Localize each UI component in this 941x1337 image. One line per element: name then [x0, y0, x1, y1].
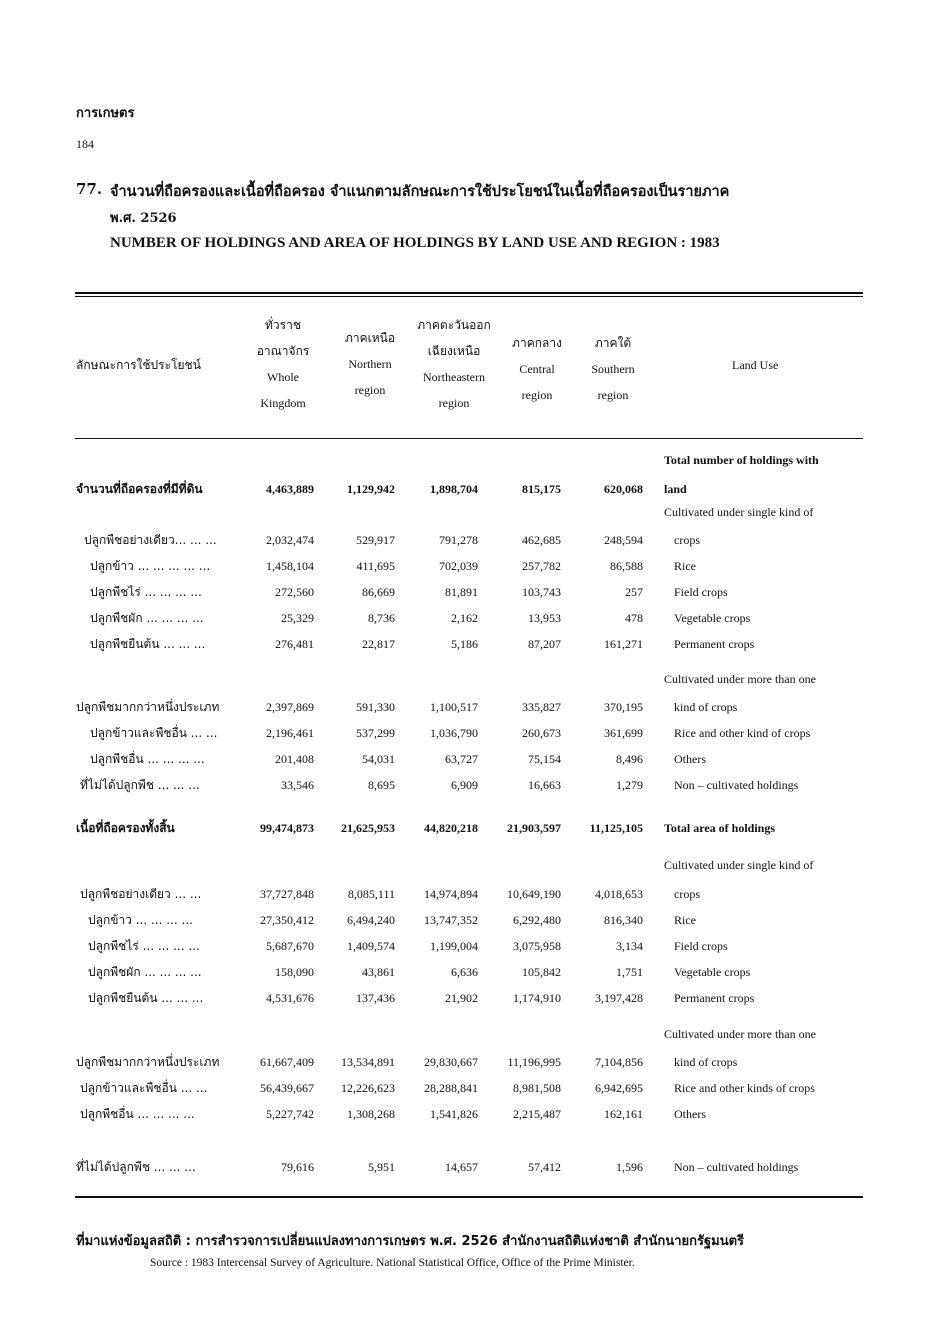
value-central: 105,842: [522, 965, 561, 979]
row-label-thai: ปลูกข้าว ... ... ... ... ...: [90, 559, 211, 573]
table-number: 77.: [76, 180, 103, 198]
whole-en2: Kingdom: [260, 396, 306, 410]
value-southern: 8,496: [616, 752, 643, 766]
whole-th2: อาณาจักร: [256, 344, 310, 358]
row-label-thai: ปลูกพืชอย่างเดียว... ... ...: [84, 533, 217, 547]
value-northern: 1,409,574: [347, 939, 395, 953]
north-en2: region: [354, 383, 386, 397]
value-central: 8,981,508: [513, 1081, 561, 1095]
table-bottom-rule: [75, 1196, 863, 1198]
value-whole-kingdom: 2,196,461: [266, 726, 314, 740]
value-southern: 620,068: [604, 482, 643, 496]
value-northern: 54,031: [362, 752, 395, 766]
value-northern: 1,129,942: [347, 482, 395, 496]
value-northeastern: 1,898,704: [430, 482, 478, 496]
value-southern: 3,134: [616, 939, 643, 953]
row-label-thai: ปลูกพืชมากกว่าหนึ่งประเภท: [76, 1055, 220, 1069]
section-title: การเกษตร: [76, 106, 135, 121]
row-label-english: Non – cultivated holdings: [674, 778, 799, 792]
row-label-english: Total area of holdings: [664, 821, 776, 835]
value-northeastern: 6,636: [451, 965, 478, 979]
source-english: Source : 1983 Intercensal Survey of Agriculture. National Statistical Office, Office of the Prime Minister.: [150, 1257, 635, 1269]
row-label-thai: ปลูกพืชอื่น ... ... ... ...: [90, 752, 205, 766]
row-label-thai: ที่ไม่ได้ปลูกพืช ... ... ...: [76, 1160, 196, 1174]
value-central: 3,075,958: [513, 939, 561, 953]
value-northern: 8,695: [368, 778, 395, 792]
value-central: 6,292,480: [513, 913, 561, 927]
northeast-th1: ภาคตะวันออก: [417, 318, 491, 332]
note-total-holdings: Total number of holdings with: [664, 453, 819, 467]
value-whole-kingdom: 79,616: [281, 1160, 314, 1174]
south-en1: Southern: [591, 362, 635, 376]
row-label-thai: ปลูกพืชผัก ... ... ... ...: [88, 965, 202, 979]
value-northeastern: 21,902: [445, 991, 478, 1005]
row-label-english: Permanent crops: [674, 637, 755, 651]
row-label-english: crops: [674, 533, 700, 547]
value-whole-kingdom: 276,481: [275, 637, 314, 651]
value-northern: 5,951: [368, 1160, 395, 1174]
value-whole-kingdom: 27,350,412: [260, 913, 314, 927]
row-label-thai: ปลูกข้าวและพืชอื่น ... ...: [80, 1081, 208, 1095]
northeast-en1: Northeastern: [423, 370, 485, 384]
value-southern: 248,594: [604, 533, 643, 547]
column-header-land-use-english: Land Use: [732, 358, 779, 372]
value-central: 10,649,190: [507, 887, 561, 901]
row-label-english: Vegetable crops: [674, 965, 751, 979]
value-central: 260,673: [522, 726, 561, 740]
south-en2: region: [597, 388, 629, 402]
table-row: [0, 634, 941, 654]
value-southern: 6,942,695: [595, 1081, 643, 1095]
value-whole-kingdom: 158,090: [275, 965, 314, 979]
value-southern: 3,197,428: [595, 991, 643, 1005]
value-whole-kingdom: 25,329: [281, 611, 314, 625]
table-row: [0, 988, 941, 1008]
table-row: [0, 910, 941, 930]
value-central: 335,827: [522, 700, 561, 714]
value-northern: 8,736: [368, 611, 395, 625]
value-northern: 537,299: [356, 726, 395, 740]
table-row: [0, 884, 941, 904]
value-northern: 86,669: [362, 585, 395, 599]
row-label-thai: ที่ไม่ได้ปลูกพืช ... ... ...: [80, 778, 200, 792]
table-row: [0, 723, 941, 743]
column-header-northeastern: [410, 312, 498, 416]
value-northeastern: 5,186: [451, 637, 478, 651]
value-central: 16,663: [528, 778, 561, 792]
value-northeastern: 28,288,841: [424, 1081, 478, 1095]
row-label-thai: ปลูกพืชยืนต้น ... ... ...: [90, 637, 206, 651]
row-label-english: Rice and other kinds of crops: [674, 1081, 815, 1095]
value-central: 103,743: [522, 585, 561, 599]
table-row: [0, 775, 941, 795]
value-northeastern: 29,830,667: [424, 1055, 478, 1069]
value-northern: 21,625,953: [341, 821, 395, 835]
value-northern: 529,917: [356, 533, 395, 547]
value-central: 75,154: [528, 752, 561, 766]
value-northern: 12,226,623: [341, 1081, 395, 1095]
row-label-english: Field crops: [674, 939, 728, 953]
table-row: [0, 556, 941, 576]
row-label-english: Vegetable crops: [674, 611, 751, 625]
row-label-english: Field crops: [674, 585, 728, 599]
value-central: 2,215,487: [513, 1107, 561, 1121]
value-northern: 6,494,240: [347, 913, 395, 927]
value-whole-kingdom: 2,397,869: [266, 700, 314, 714]
value-northeastern: 63,727: [445, 752, 478, 766]
whole-en1: Whole: [267, 370, 299, 384]
table-row: [0, 962, 941, 982]
whole-th1: ทั่วราช: [265, 318, 301, 332]
row-label-english: Rice: [674, 913, 696, 927]
table-top-rule: [75, 292, 863, 294]
value-southern: 361,699: [604, 726, 643, 740]
table-row: [0, 697, 941, 717]
row-label-english: land: [664, 482, 687, 496]
value-northeastern: 702,039: [439, 559, 478, 573]
row-label-english: Rice: [674, 559, 696, 573]
value-northeastern: 44,820,218: [424, 821, 478, 835]
row-label-thai: ปลูกข้าว ... ... ... ...: [88, 913, 193, 927]
value-northeastern: 1,199,004: [430, 939, 478, 953]
table-row: [0, 1078, 941, 1098]
table-row: [0, 479, 941, 499]
table-title-thai: จำนวนที่ถือครองและเนื้อที่ถือครอง จำแนกตามลักษณะการใช้ประโยชน์ในเนื้อที่ถือครองเป็นรายภาค: [110, 183, 730, 200]
row-label-english: Others: [674, 1107, 706, 1121]
value-central: 21,903,597: [507, 821, 561, 835]
row-label-thai: ปลูกพืชมากกว่าหนึ่งประเภท: [76, 700, 220, 714]
row-label-english: Non – cultivated holdings: [674, 1160, 799, 1174]
row-label-thai: ปลูกพืชไร่ ... ... ... ...: [88, 939, 200, 953]
value-whole-kingdom: 1,458,104: [266, 559, 314, 573]
value-northern: 43,861: [362, 965, 395, 979]
value-northeastern: 791,278: [439, 533, 478, 547]
table-row: [0, 818, 941, 838]
header-bottom-rule: [75, 438, 863, 439]
north-en1: Northern: [348, 357, 392, 371]
value-southern: 11,125,105: [589, 821, 643, 835]
row-label-thai: ปลูกพืชอื่น ... ... ... ...: [80, 1107, 195, 1121]
row-label-english: Permanent crops: [674, 991, 755, 1005]
table-row: [0, 749, 941, 769]
value-northern: 13,534,891: [341, 1055, 395, 1069]
value-central: 87,207: [528, 637, 561, 651]
value-northeastern: 14,657: [445, 1160, 478, 1174]
northeast-th2: เฉียงเหนือ: [427, 344, 481, 358]
value-southern: 257: [625, 585, 643, 599]
value-southern: 1,751: [616, 965, 643, 979]
table-row: [0, 530, 941, 550]
value-northeastern: 1,036,790: [430, 726, 478, 740]
column-header-southern: [578, 330, 648, 408]
table-title-thai-year: พ.ศ. 2526: [110, 211, 177, 226]
row-label-thai: เนื้อที่ถือครองทั้งสิ้น: [76, 821, 175, 835]
table-row: [0, 1052, 941, 1072]
north-th: ภาคเหนือ: [344, 331, 396, 345]
value-central: 257,782: [522, 559, 561, 573]
value-central: 1,174,910: [513, 991, 561, 1005]
value-central: 462,685: [522, 533, 561, 547]
value-southern: 370,195: [604, 700, 643, 714]
south-th: ภาคใต้: [594, 336, 632, 350]
row-label-thai: ปลูกพืชผัก ... ... ... ...: [90, 611, 204, 625]
value-southern: 161,271: [604, 637, 643, 651]
source-thai: ที่มาแห่งข้อมูลสถิติ : การสำรวจการเปลี่ยนแปลงทางการเกษตร พ.ศ. 2526 สำนักงานสถิติแห่งชาติ สำนักนายกรัฐมนตรี: [76, 1234, 745, 1249]
row-label-thai: ปลูกพืชไร่ ... ... ... ...: [90, 585, 202, 599]
value-southern: 7,104,856: [595, 1055, 643, 1069]
central-en2: region: [521, 388, 553, 402]
value-northeastern: 6,909: [451, 778, 478, 792]
row-label-english: crops: [674, 887, 700, 901]
table-row: [0, 1157, 941, 1177]
column-header-central: [502, 330, 572, 408]
row-label-english: kind of crops: [674, 1055, 738, 1069]
note-more-than-one-1: Cultivated under more than one: [664, 672, 816, 686]
value-whole-kingdom: 5,687,670: [266, 939, 314, 953]
value-northern: 1,308,268: [347, 1107, 395, 1121]
value-southern: 1,279: [616, 778, 643, 792]
central-th: ภาคกลาง: [512, 336, 562, 350]
table-row: [0, 1104, 941, 1124]
value-northern: 411,695: [356, 559, 395, 573]
value-whole-kingdom: 99,474,873: [260, 821, 314, 835]
value-northeastern: 81,891: [445, 585, 478, 599]
row-label-english: kind of crops: [674, 700, 738, 714]
value-northern: 591,330: [356, 700, 395, 714]
note-more-than-one-2: Cultivated under more than one: [664, 1027, 816, 1041]
value-southern: 4,018,653: [595, 887, 643, 901]
table-row: [0, 582, 941, 602]
table-title-english: NUMBER OF HOLDINGS AND AREA OF HOLDINGS BY LAND USE AND REGION : 1983: [110, 235, 720, 251]
value-northern: 22,817: [362, 637, 395, 651]
value-southern: 478: [625, 611, 643, 625]
page-number: 184: [76, 137, 94, 151]
value-whole-kingdom: 37,727,848: [260, 887, 314, 901]
table-row: [0, 936, 941, 956]
value-whole-kingdom: 5,227,742: [266, 1107, 314, 1121]
column-header-whole-kingdom: [248, 312, 318, 416]
value-southern: 86,588: [610, 559, 643, 573]
value-whole-kingdom: 56,439,667: [260, 1081, 314, 1095]
value-whole-kingdom: 33,546: [281, 778, 314, 792]
value-northeastern: 2,162: [451, 611, 478, 625]
value-whole-kingdom: 4,531,676: [266, 991, 314, 1005]
northeast-en2: region: [438, 396, 470, 410]
value-northeastern: 13,747,352: [424, 913, 478, 927]
value-northeastern: 14,974,894: [424, 887, 478, 901]
value-southern: 1,596: [616, 1160, 643, 1174]
value-northeastern: 1,100,517: [430, 700, 478, 714]
note-single-kind-2: Cultivated under single kind of: [664, 858, 814, 872]
value-central: 13,953: [528, 611, 561, 625]
value-northern: 8,085,111: [347, 887, 395, 901]
row-label-english: Others: [674, 752, 706, 766]
value-whole-kingdom: 2,032,474: [266, 533, 314, 547]
central-en1: Central: [519, 362, 555, 376]
value-central: 815,175: [522, 482, 561, 496]
value-whole-kingdom: 201,408: [275, 752, 314, 766]
table-row: [0, 608, 941, 628]
value-southern: 162,161: [604, 1107, 643, 1121]
value-northeastern: 1,541,826: [430, 1107, 478, 1121]
column-header-northern: [332, 325, 408, 403]
column-header-land-use-thai: ลักษณะการใช้ประโยชน์: [76, 358, 201, 372]
value-whole-kingdom: 272,560: [275, 585, 314, 599]
value-whole-kingdom: 61,667,409: [260, 1055, 314, 1069]
table-top-rule-2: [75, 296, 863, 297]
note-single-kind-1: Cultivated under single kind of: [664, 505, 814, 519]
value-whole-kingdom: 4,463,889: [266, 482, 314, 496]
row-label-thai: จำนวนที่ถือครองที่มีที่ดิน: [76, 482, 203, 496]
row-label-thai: ปลูกพืชยืนต้น ... ... ...: [88, 991, 204, 1005]
value-northern: 137,436: [356, 991, 395, 1005]
value-central: 57,412: [528, 1160, 561, 1174]
value-central: 11,196,995: [507, 1055, 561, 1069]
row-label-english: Rice and other kind of crops: [674, 726, 811, 740]
row-label-thai: ปลูกพืชอย่างเดียว ... ...: [80, 887, 202, 901]
value-southern: 816,340: [604, 913, 643, 927]
row-label-thai: ปลูกข้าวและพืชอื่น ... ...: [90, 726, 218, 740]
